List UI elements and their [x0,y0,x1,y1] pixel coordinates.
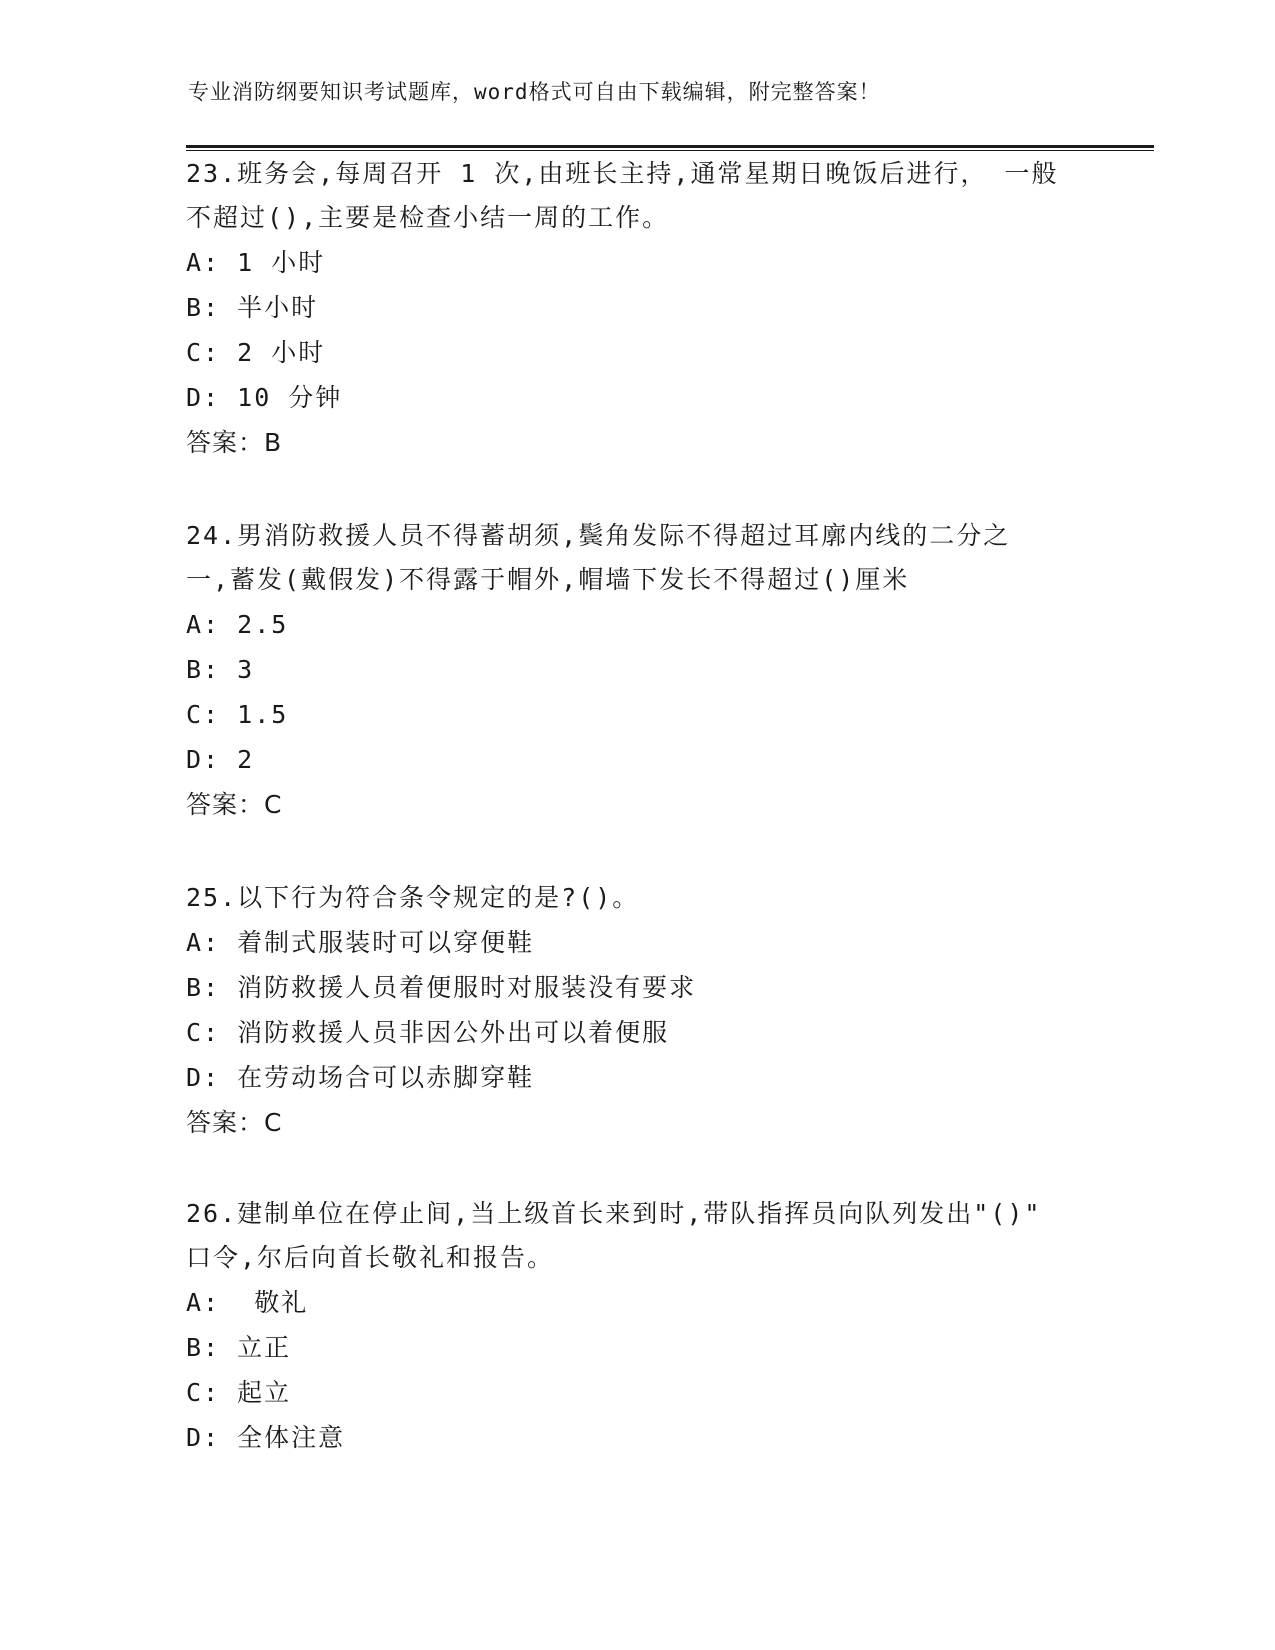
answer: 答案：B [186,428,283,457]
header-divider-thick [186,145,1154,148]
option-c: C: 起立 [186,1378,292,1407]
option-b: B: 半小时 [186,293,319,322]
answer: 答案：C [186,1108,283,1137]
question-text-line: 25.以下行为符合条令规定的是?()。 [186,883,640,912]
question-23 [186,152,1086,466]
option-b: B: 消防救援人员着便服时对服装没有要求 [186,973,697,1002]
option-d: D: 2 [186,745,255,774]
header-divider-thin [186,150,1154,151]
question-text-line: 口令,尔后向首长敬礼和报告。 [186,1243,555,1272]
option-c: C: 2 小时 [186,338,326,367]
option-c: C: 1.5 [186,700,289,729]
option-b: B: 立正 [186,1333,292,1362]
page-header: 专业消防纲要知识考试题库，word格式可自由下载编辑，附完整答案！ [188,80,881,104]
question-text-line: 23.班务会,每周召开 1 次,由班长主持,通常星期日晚饭后进行， 一般 [186,159,1059,188]
option-a: A: 敬礼 [186,1288,309,1317]
option-c: C: 消防救援人员非因公外出可以着便服 [186,1018,670,1047]
option-a: A: 1 小时 [186,248,326,277]
question-text-line: 不超过(),主要是检查小结一周的工作。 [186,203,670,232]
question-24 [186,514,1086,828]
question-26 [186,1192,1086,1460]
option-a: A: 2.5 [186,610,289,639]
question-text-line: 一,蓄发(戴假发)不得露于帽外,帽墙下发长不得超过()厘米 [186,565,910,594]
option-a: A: 着制式服装时可以穿便鞋 [186,928,535,957]
option-b: B: 3 [186,655,255,684]
question-25 [186,876,1086,1146]
option-d: D: 10 分钟 [186,383,343,412]
option-d: D: 全体注意 [186,1423,346,1452]
question-text-line: 26.建制单位在停止间,当上级首长来到时,带队指挥员向队列发出"()" [186,1199,1042,1228]
option-d: D: 在劳动场合可以赤脚穿鞋 [186,1063,535,1092]
answer: 答案：C [186,790,283,819]
question-text-line: 24.男消防救援人员不得蓄胡须,鬓角发际不得超过耳廓内线的二分之 [186,521,1011,550]
